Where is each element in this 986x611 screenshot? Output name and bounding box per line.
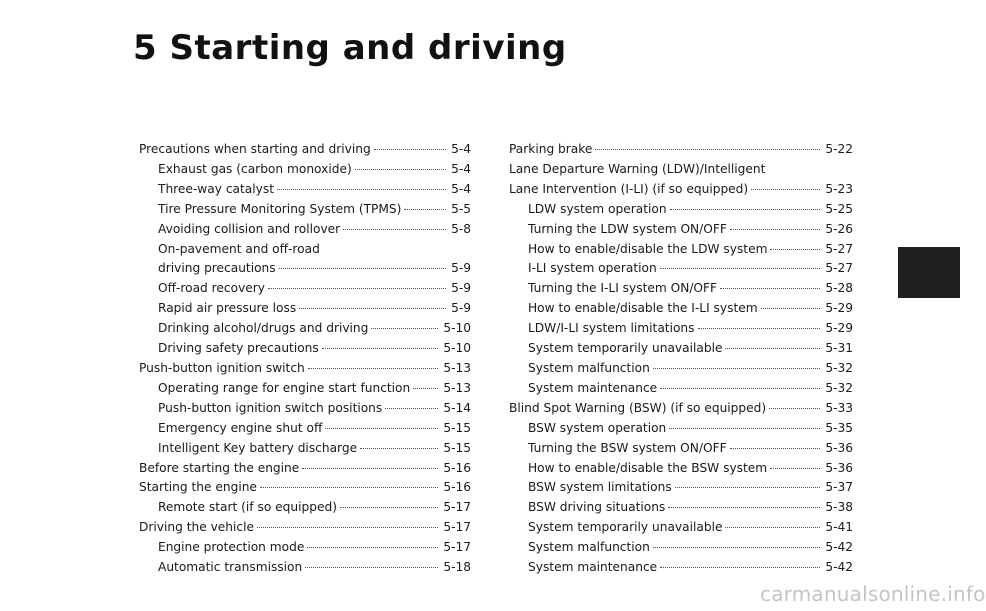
dot-leader [595, 149, 820, 150]
toc-page-number: 5-31 [825, 341, 853, 356]
dot-leader [698, 328, 821, 329]
dot-leader [308, 368, 439, 369]
toc-entry-label: BSW system operation [528, 420, 667, 435]
toc-entry-label: How to enable/disable the BSW system [528, 460, 768, 475]
toc-page-number: 5-4 [451, 181, 471, 196]
toc-entry-label: How to enable/disable the LDW system [528, 241, 768, 256]
toc-entry-label: Rapid air pressure loss [158, 301, 297, 316]
dot-leader [260, 487, 438, 488]
toc-entry-label: Drinking alcohol/drugs and driving [158, 321, 369, 336]
toc-entry[interactable] [139, 538, 471, 558]
toc-page-number: 5-10 [443, 321, 471, 336]
dot-leader [279, 268, 446, 269]
dot-leader [340, 507, 438, 508]
toc-entry-label: Starting the engine [139, 480, 257, 495]
toc-page-number: 5-25 [825, 201, 853, 216]
toc-entry[interactable] [139, 180, 471, 200]
toc-entry-label: Precautions when starting and driving [139, 142, 371, 156]
toc-entry[interactable] [509, 339, 853, 359]
toc-entry-label: Push-button ignition switch [139, 360, 305, 375]
toc-left-column [139, 140, 471, 578]
toc-entry-label: BSW system limitations [528, 480, 672, 495]
toc-page-number: 5-10 [443, 341, 471, 356]
dot-leader [302, 468, 438, 469]
toc-entry[interactable] [509, 498, 853, 518]
toc-page-number: 5-29 [825, 321, 853, 336]
toc-entry-row [509, 180, 853, 200]
toc-page-number: 5-16 [443, 460, 471, 475]
toc-page-number: 5-42 [825, 540, 853, 555]
dot-leader [725, 348, 820, 349]
dot-leader [751, 189, 820, 190]
toc-page-number: 5-27 [825, 261, 853, 276]
toc-entry-label: Remote start (if so equipped) [158, 500, 337, 515]
toc-entry-label: How to enable/disable the I-LI system [528, 301, 758, 316]
toc-entry-label: Three-way catalyst [158, 181, 274, 196]
toc-entry-label: Push-button ignition switch positions [158, 400, 383, 415]
dot-leader [720, 288, 820, 289]
toc-page-number: 5-32 [825, 360, 853, 375]
toc-entry[interactable] [139, 558, 471, 578]
toc-entry-label: Turning the BSW system ON/OFF [528, 440, 727, 455]
toc-entry-label: Exhaust gas (carbon monoxide) [158, 161, 352, 176]
toc-entry[interactable] [139, 240, 471, 280]
dot-leader [325, 428, 438, 429]
toc-entry[interactable] [509, 299, 853, 319]
toc-entry[interactable] [509, 419, 853, 439]
dot-leader [675, 487, 821, 488]
toc-entry[interactable] [139, 220, 471, 240]
toc-entry-label: Operating range for engine start function [158, 380, 411, 395]
toc-page-number: 5-32 [825, 380, 853, 395]
toc-entry-label-line1: On-pavement and off-road [158, 241, 320, 256]
dot-leader [669, 428, 820, 429]
toc-entry-label: System malfunction [528, 540, 650, 555]
toc-entry[interactable] [139, 339, 471, 359]
toc-page-number: 5-27 [825, 241, 853, 256]
dot-leader [371, 328, 438, 329]
toc-entry[interactable] [139, 140, 471, 160]
toc-entry-label: Emergency engine shut off [158, 420, 323, 435]
toc-entry[interactable] [139, 319, 471, 339]
toc-page-number: 5-13 [443, 360, 471, 375]
toc-entry[interactable] [139, 399, 471, 419]
toc-page-number: 5-18 [443, 560, 471, 575]
dot-leader [355, 169, 446, 170]
dot-leader [322, 348, 439, 349]
toc-entry[interactable] [509, 459, 853, 479]
toc-entry-label: Off-road recovery [158, 281, 265, 296]
toc-entry[interactable] [509, 558, 853, 578]
toc-page-number: 5-22 [825, 142, 853, 156]
toc-entry-label: Lane Intervention (I-LI) (if so equipped) [509, 181, 749, 196]
toc-entry-label: I-LI system operation [528, 261, 657, 276]
toc-entry-label: BSW driving situations [528, 500, 666, 515]
toc-entry[interactable] [139, 439, 471, 459]
toc-entry[interactable] [509, 200, 853, 220]
toc-page-number: 5-17 [443, 540, 471, 555]
toc-page-number: 5-14 [443, 400, 471, 415]
dot-leader [730, 448, 821, 449]
toc-entry[interactable] [139, 279, 471, 299]
toc-page-number: 5-16 [443, 480, 471, 495]
dot-leader [374, 149, 446, 150]
toc-entry[interactable] [509, 220, 853, 240]
toc-page-number: 5-33 [825, 400, 853, 415]
dot-leader [653, 368, 820, 369]
chapter-tab [898, 247, 960, 298]
toc-page-number: 5-29 [825, 301, 853, 316]
toc-page-number: 5-13 [443, 380, 471, 395]
toc-page-number: 5-17 [443, 500, 471, 515]
toc-entry[interactable] [509, 160, 853, 200]
toc-entry[interactable] [509, 379, 853, 399]
toc-entry[interactable] [139, 518, 471, 538]
toc-page-number: 5-4 [451, 161, 471, 176]
dot-leader [343, 229, 446, 230]
toc-entry[interactable] [509, 359, 853, 379]
toc-entry[interactable] [509, 279, 853, 299]
toc-entry-label: Parking brake [509, 142, 593, 156]
toc-page-number: 5-23 [825, 181, 853, 196]
toc-entry[interactable] [139, 200, 471, 220]
toc-entry-label: System maintenance [528, 560, 658, 575]
toc-page-number: 5-9 [451, 261, 471, 276]
toc-entry[interactable] [139, 459, 471, 479]
toc-entry-label: System temporarily unavailable [528, 520, 723, 535]
dot-leader [299, 308, 446, 309]
toc-page-number: 5-5 [451, 201, 471, 216]
dot-leader [653, 547, 820, 548]
toc-page-number: 5-41 [825, 520, 853, 535]
dot-leader [670, 209, 821, 210]
dot-leader [268, 288, 446, 289]
toc-page-number: 5-9 [451, 281, 471, 296]
toc-entry-label: Turning the I-LI system ON/OFF [528, 281, 718, 296]
toc-entry[interactable] [509, 399, 853, 419]
toc-page-number: 5-28 [825, 281, 853, 296]
toc-entry-label: driving precautions [158, 261, 276, 276]
toc-entry[interactable] [509, 240, 853, 260]
watermark: carmanualsonline.info [760, 582, 986, 606]
dot-leader [769, 408, 820, 409]
dot-leader [770, 468, 820, 469]
dot-leader [413, 388, 438, 389]
dot-leader [761, 308, 821, 309]
toc-entry-label: Intelligent Key battery discharge [158, 440, 358, 455]
toc-page-number: 5-37 [825, 480, 853, 495]
toc-page-number: 5-26 [825, 221, 853, 236]
dot-leader [277, 189, 446, 190]
dot-leader [730, 229, 820, 230]
toc-entry[interactable] [509, 140, 853, 160]
toc-entry-label: Avoiding collision and rollover [158, 221, 341, 236]
toc-entry-label: LDW system operation [528, 201, 667, 216]
toc-entry-label: Driving safety precautions [158, 341, 319, 356]
toc-entry-label-line1: Lane Departure Warning (LDW)/Intelligent [509, 161, 766, 176]
toc-entry[interactable] [139, 379, 471, 399]
toc-entry[interactable] [509, 478, 853, 498]
dot-leader [307, 547, 438, 548]
dot-leader [660, 268, 821, 269]
toc-right-column [509, 140, 853, 578]
toc-page-number: 5-35 [825, 420, 853, 435]
toc-entry-label: LDW/I-LI system limitations [528, 321, 695, 336]
toc-entry-label: System maintenance [528, 380, 658, 395]
toc-entry[interactable] [139, 160, 471, 180]
toc-entry[interactable] [139, 478, 471, 498]
toc-entry[interactable] [509, 439, 853, 459]
toc-page-number: 5-15 [443, 440, 471, 455]
toc-page-number: 5-4 [451, 142, 471, 156]
toc-entry[interactable] [509, 538, 853, 558]
dot-leader [725, 527, 820, 528]
toc-page-number: 5-8 [451, 221, 471, 236]
dot-leader [668, 507, 820, 508]
dot-leader [360, 448, 438, 449]
toc-page-number: 5-17 [443, 520, 471, 535]
toc-entry[interactable] [509, 518, 853, 538]
toc-entry[interactable] [509, 259, 853, 279]
toc-entry-label: Driving the vehicle [139, 520, 254, 535]
dot-leader [660, 388, 820, 389]
toc-entry-label: System malfunction [528, 360, 650, 375]
toc-page-number: 5-42 [825, 560, 853, 575]
dot-leader [660, 567, 820, 568]
dot-leader [305, 567, 438, 568]
chapter-title: 5 Starting and driving [133, 28, 567, 68]
toc-entry[interactable] [139, 498, 471, 518]
toc-page-number: 5-36 [825, 440, 853, 455]
dot-leader [404, 209, 446, 210]
toc-entry-label: System temporarily unavailable [528, 341, 723, 356]
toc-page-number: 5-9 [451, 301, 471, 316]
toc-entry[interactable] [509, 319, 853, 339]
toc-page-number: 5-36 [825, 460, 853, 475]
toc-entry-label: Before starting the engine [139, 460, 300, 475]
dot-leader [257, 527, 438, 528]
toc-entry-row [139, 259, 471, 279]
toc-entry-label: Tire Pressure Monitoring System (TPMS) [158, 201, 402, 216]
toc-entry[interactable] [139, 419, 471, 439]
dot-leader [385, 408, 438, 409]
toc-entry[interactable] [139, 299, 471, 319]
dot-leader [770, 249, 820, 250]
toc-entry-label: Automatic transmission [158, 560, 303, 575]
toc-page-number: 5-15 [443, 420, 471, 435]
toc-entry-label: Engine protection mode [158, 540, 305, 555]
toc-page-number: 5-38 [825, 500, 853, 515]
toc-entry-label: Blind Spot Warning (BSW) (if so equipped) [509, 400, 767, 415]
toc-entry[interactable] [139, 359, 471, 379]
toc-entry-label: Turning the LDW system ON/OFF [528, 221, 727, 236]
